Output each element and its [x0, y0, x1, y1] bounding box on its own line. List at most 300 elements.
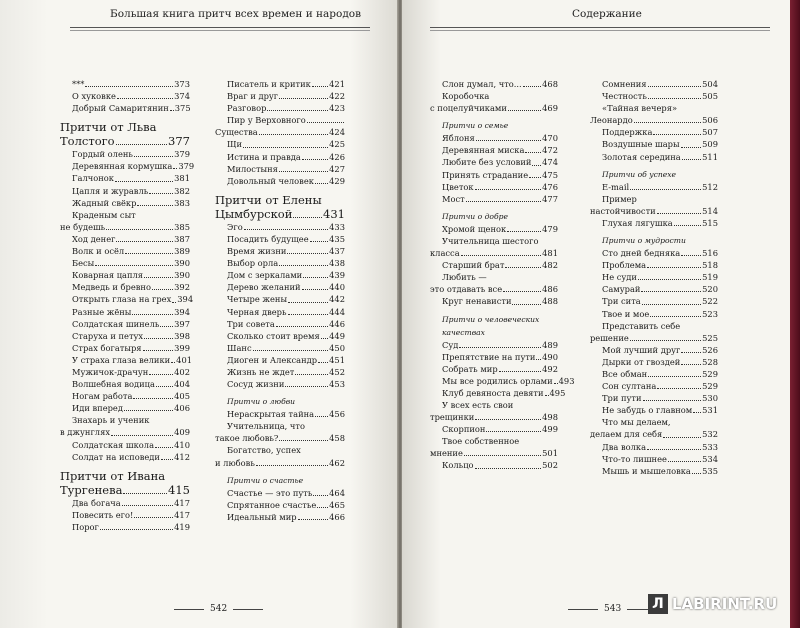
toc-page-number: 523 [702, 308, 718, 319]
toc-page-number: 501 [542, 448, 558, 459]
dot-leader [657, 213, 701, 214]
dot-leader [276, 326, 328, 327]
toc-entry-line [215, 420, 345, 432]
toc-entry [430, 259, 558, 271]
toc-page-number: 462 [329, 457, 345, 468]
toc-entry-title: Собрать мир [442, 363, 498, 374]
toc-entry-title: Золотая середина [602, 151, 681, 162]
dot-leader [503, 291, 541, 292]
toc-entry-title: Старуха и петух [72, 330, 144, 341]
toc-entry-title: Тургенева [60, 482, 123, 497]
toc-entry-title: делаем для себя [590, 429, 663, 440]
toc-entry [590, 368, 718, 380]
toc-entry-title: Медведь и бревно [72, 282, 151, 293]
toc-entry-title: У всех есть свои [442, 399, 514, 410]
toc-entry-title: Солдат на исповеди [72, 451, 160, 462]
toc-entry-title: Цветок [442, 181, 474, 192]
toc-entry [215, 293, 345, 305]
subsection-heading: Притчи о семье [442, 121, 509, 131]
dot-leader [313, 495, 328, 496]
toc-page-number: 423 [329, 103, 345, 114]
dot-leader [279, 98, 328, 99]
toc-entry [430, 375, 575, 387]
toc-page-number: 377 [168, 134, 190, 149]
toc-column-right-1 [430, 78, 575, 472]
toc-entry-title: Иди вперед [72, 403, 123, 414]
toc-entry-title: Идеальный мир [227, 511, 297, 522]
toc-entry [430, 247, 558, 259]
toc-entry [590, 356, 718, 368]
folio-rule [568, 609, 598, 610]
toc-entry-title: О хуковке [72, 91, 116, 102]
toc-entry-title: Солдатская школа [72, 439, 155, 450]
folio-rule [233, 609, 263, 610]
toc-entry-title: Твое собственное [442, 436, 520, 447]
toc-entry [215, 511, 345, 523]
toc-entry [430, 156, 558, 168]
toc-entry [590, 217, 718, 229]
dot-leader [172, 302, 176, 303]
toc-entry-title: Поддержка [602, 127, 653, 138]
toc-page-number: 406 [174, 403, 190, 414]
dot-leader [253, 350, 329, 351]
labirint-watermark [648, 594, 777, 614]
toc-page-number: 412 [174, 451, 190, 462]
toc-page-number: 399 [174, 342, 190, 353]
subsection-heading: Притчи об успехе [602, 169, 677, 179]
toc-entry [430, 295, 558, 307]
toc-entry-title: Сколько стоит время [227, 330, 320, 341]
toc-page-number: 458 [329, 433, 345, 444]
toc-entry-title: Диоген и Александр [227, 354, 318, 365]
toc-page-number: 495 [549, 387, 566, 398]
toc-entry-title: это отдавать все [430, 284, 503, 295]
toc-entry-title: Знахарь и ученик [72, 415, 150, 426]
dot-leader [85, 86, 173, 87]
toc-entry-title: Скорпион [442, 424, 486, 435]
toc-page-number: 417 [174, 497, 190, 508]
toc-entry-line [590, 193, 718, 205]
toc-page-number: 453 [329, 379, 345, 390]
dot-leader [302, 159, 328, 160]
toc-entry-title: Открыть глаза на грех [72, 294, 172, 305]
toc-page-number: 518 [702, 260, 718, 271]
toc-entry [430, 283, 558, 295]
dot-leader [464, 455, 541, 456]
dot-leader [634, 122, 701, 123]
section-heading: Притчи от Льва [60, 120, 157, 135]
toc-entry-title: Самурай [602, 284, 641, 295]
toc-entry-title: Кольцо [442, 460, 474, 471]
toc-entry [215, 163, 345, 175]
toc-page-number: 444 [329, 306, 345, 317]
section-heading: Притчи от Елены [215, 192, 322, 207]
toc-entry [215, 269, 345, 281]
toc-page-number: 385 [174, 221, 190, 232]
dot-leader [554, 383, 558, 384]
toc-page-number: 525 [702, 332, 718, 343]
toc-entry-title: Что-то лишнее [602, 453, 667, 464]
toc-page-number: 456 [329, 409, 345, 420]
toc-entry [590, 308, 718, 320]
toc-page-number: 449 [329, 330, 345, 341]
toc-page-number: 375 [174, 103, 191, 114]
dot-leader [144, 338, 173, 339]
dot-leader [461, 255, 542, 256]
subsection-heading: Притчи о счастье [227, 475, 304, 485]
toc-page-number: 529 [702, 368, 718, 379]
toc-entry [60, 221, 190, 233]
dot-leader [143, 350, 174, 351]
toc-page-number: 512 [702, 181, 718, 192]
toc-entry-title: Эго [227, 221, 243, 232]
toc-entry-title: Твое и мое [602, 308, 650, 319]
toc-entry-title: Ногам работа [72, 391, 133, 402]
dot-leader [125, 253, 173, 254]
toc-entry [430, 144, 558, 156]
toc-entry-title: Три сита [602, 296, 641, 307]
toc-entry [215, 138, 345, 150]
toc-entry [590, 114, 718, 126]
toc-page-number: 401 [176, 354, 193, 365]
toc-entry-title: Глухая лягушка [602, 217, 673, 228]
dot-leader [657, 388, 701, 389]
dot-leader [532, 165, 541, 166]
toc-entry-title: не будешь [60, 221, 106, 232]
toc-entry [60, 318, 190, 330]
dot-leader [122, 505, 173, 506]
toc-entry [215, 318, 345, 330]
dot-leader [287, 253, 328, 254]
toc-entry-title: Разговор [227, 103, 267, 114]
toc-entry [215, 126, 345, 138]
dot-leader [303, 277, 328, 278]
dot-leader [681, 364, 701, 365]
toc-entry-title: Черная дверь [227, 306, 287, 317]
toc-page-number: 437 [329, 246, 345, 257]
toc-page-number: 509 [702, 139, 718, 150]
toc-entry-title: Старший брат [442, 260, 505, 271]
toc-page-number: 468 [542, 79, 558, 89]
toc-entry [590, 344, 718, 356]
toc-page-number: 373 [174, 79, 190, 89]
dot-leader [681, 147, 702, 148]
toc-entry-title: Сомнения [602, 79, 647, 89]
toc-page-number: 394 [174, 306, 190, 317]
toc-entry-title: Учительница, что [227, 421, 305, 432]
dot-leader [486, 431, 541, 432]
toc-entry [430, 363, 558, 375]
labirint-logo-icon: Л [648, 594, 668, 614]
toc-entry [60, 281, 190, 293]
dot-leader [648, 86, 702, 87]
toc-entry [215, 245, 345, 257]
toc-entry-title: Цапля и журавль [72, 185, 149, 196]
toc-entry [590, 78, 718, 90]
dot-leader [144, 277, 173, 278]
dot-leader [459, 347, 541, 348]
toc-entry [590, 138, 718, 150]
toc-entry-title: Коварная цапля [72, 270, 144, 281]
toc-page-number: 465 [329, 499, 345, 510]
dot-leader [630, 340, 701, 341]
toc-entry [215, 90, 345, 102]
toc-entry-line [430, 399, 558, 411]
toc-entry-title: класса [430, 248, 460, 259]
toc-page-number: 479 [542, 223, 558, 234]
toc-page-number: 409 [174, 427, 190, 438]
header-rule [70, 27, 370, 28]
dot-leader [134, 517, 173, 518]
toc-entry [60, 257, 190, 269]
dot-leader [267, 110, 328, 111]
toc-page-number: 522 [702, 296, 718, 307]
dot-leader [106, 229, 173, 230]
toc-entry [215, 233, 345, 245]
toc-entry-title: «Тайная вечеря» [602, 103, 678, 114]
toc-entry-title: Выбор орла [227, 258, 279, 269]
toc-page-number: 535 [702, 465, 718, 476]
toc-entry-line [60, 209, 190, 221]
toc-page-number: 382 [174, 185, 190, 196]
toc-entry-title: Проблема [602, 260, 647, 271]
dot-leader [295, 374, 328, 375]
toc-entry-title: настойчивости [590, 205, 656, 216]
dot-leader [507, 231, 541, 232]
toc-entry [60, 354, 193, 366]
toc-entry [215, 378, 345, 390]
dot-leader [100, 529, 173, 530]
toc-page-number: 474 [542, 157, 558, 168]
toc-entry-title: Добрый Самаритянин [72, 103, 169, 114]
dot-leader [116, 144, 167, 145]
toc-entry [60, 439, 190, 451]
subsection-heading: Притчи о любви [227, 397, 296, 407]
toc-entry [590, 453, 718, 465]
toc-entry-title: Истина и правда [227, 151, 301, 162]
dot-leader [137, 205, 173, 206]
toc-page-number: 493 [558, 375, 575, 386]
dot-leader [692, 473, 701, 474]
toc-page-number: 442 [329, 294, 345, 305]
left-page [0, 0, 398, 628]
watermark-text: LABIRINT.RU [672, 595, 778, 613]
dot-leader [244, 229, 328, 230]
toc-entry-title: Принять страдание [442, 169, 529, 180]
toc-column-right-2 [590, 78, 718, 477]
dot-leader [302, 289, 329, 290]
dot-leader [508, 110, 541, 111]
toc-entry-title: и любовь [215, 457, 255, 468]
toc-page-number: 469 [542, 103, 558, 114]
toc-entry [60, 483, 190, 497]
toc-page-number: 470 [542, 133, 558, 144]
toc-page-number: 514 [702, 205, 718, 216]
toc-entry [590, 126, 718, 138]
dot-leader [279, 171, 328, 172]
dot-leader [160, 326, 173, 327]
toc-entry-title: Яблоня [442, 133, 475, 144]
toc-entry-title: Леонардо [590, 115, 633, 126]
toc-entry [215, 207, 345, 221]
subsection-heading: Притчи о человеческих [442, 314, 540, 324]
dot-leader [641, 291, 701, 292]
toc-entry [60, 197, 190, 209]
toc-entry-title: Круг ненависти [442, 296, 512, 307]
dot-leader [155, 447, 173, 448]
toc-entry-line [590, 102, 718, 114]
toc-page-number: 464 [329, 487, 345, 498]
toc-page-number: 466 [329, 511, 345, 522]
dot-leader [95, 265, 173, 266]
toc-entry [430, 459, 558, 471]
toc-page-number: 398 [174, 330, 190, 341]
toc-page-number: 505 [702, 91, 718, 102]
dot-leader [499, 371, 542, 372]
toc-entry [60, 233, 190, 245]
toc-entry-title: решение [590, 332, 629, 343]
toc-entry [215, 432, 345, 444]
toc-page-number: 451 [329, 354, 345, 365]
toc-entry [430, 423, 558, 435]
section-heading: Притчи от Ивана [60, 468, 166, 483]
dot-leader [279, 440, 328, 441]
dot-leader [475, 189, 542, 190]
toc-page-number: 502 [542, 460, 558, 471]
toc-entry [60, 366, 190, 378]
toc-page-number: 526 [702, 344, 718, 355]
dot-leader [315, 183, 328, 184]
dot-leader [152, 289, 173, 290]
toc-entry-title: Не забудь о главном [602, 405, 693, 416]
toc-page-number: 533 [702, 441, 718, 452]
dot-leader [681, 255, 701, 256]
toc-entry [590, 205, 718, 217]
folio-number: 543 [604, 604, 622, 614]
toc-page-number: 379 [178, 161, 195, 172]
dot-leader [161, 459, 173, 460]
toc-entry-title: Воздушные шары [602, 139, 680, 150]
toc-entry-title: Время жизни [227, 246, 287, 257]
toc-entry [590, 465, 718, 477]
dot-leader [116, 241, 173, 242]
toc-page-number: 490 [542, 351, 558, 362]
toc-entry [60, 185, 190, 197]
toc-entry-line [430, 271, 558, 283]
dot-leader [315, 416, 328, 417]
toc-entry [430, 351, 558, 363]
header-rule-thin [70, 30, 370, 31]
toc-entry-title: Солдатская шинель [72, 318, 160, 329]
toc-page-number: 476 [542, 181, 558, 192]
dot-leader [648, 376, 701, 377]
toc-page-number: 374 [174, 91, 190, 102]
toc-entry-title: Повесить его! [72, 509, 134, 520]
toc-entry [430, 132, 558, 144]
toc-entry [430, 223, 558, 235]
toc-entry-title: Мы все родились орлами [442, 375, 553, 386]
toc-entry-title: Мужичок-драчун [72, 366, 149, 377]
toc-page-number: 431 [323, 206, 345, 221]
toc-entry-title: Счастье — это путь [227, 487, 313, 498]
toc-page-number: 419 [174, 521, 190, 532]
toc-entry [215, 487, 345, 499]
toc-entry-title: Гордый олень [72, 149, 133, 160]
dot-leader [259, 134, 328, 135]
toc-entry-title: Суд [442, 339, 459, 350]
toc-page-number: 390 [174, 258, 190, 269]
toc-page-number: 486 [542, 284, 558, 295]
toc-entry-line [60, 414, 190, 426]
toc-entry [60, 293, 194, 305]
toc-entry-title: Дом с зеркалами [227, 270, 303, 281]
toc-entry [590, 332, 718, 344]
toc-entry-title: Милостыня [227, 163, 278, 174]
dot-leader [466, 201, 541, 202]
toc-page-number: 511 [702, 151, 718, 162]
dot-leader [642, 304, 701, 305]
header-rule [430, 27, 770, 28]
toc-page-number: 489 [542, 339, 558, 350]
subsection-heading: Притчи о добре [442, 211, 508, 221]
toc-entry [215, 366, 345, 378]
dot-leader [156, 386, 173, 387]
dot-leader [256, 465, 328, 466]
dot-leader [298, 519, 329, 520]
dot-leader [630, 189, 701, 190]
toc-page-number: 410 [174, 439, 190, 450]
toc-entry-title: Цымбурской [215, 206, 293, 221]
toc-entry [60, 78, 190, 90]
toc-entry [60, 102, 190, 114]
toc-entry [215, 306, 345, 318]
toc-entry [430, 193, 558, 205]
toc-page-number: 387 [174, 233, 190, 244]
toc-entry [215, 257, 345, 269]
toc-entry-title: Толстого [60, 134, 115, 149]
dot-leader [536, 359, 541, 360]
toc-entry-title: Три пути [602, 393, 642, 404]
dot-leader [134, 156, 173, 157]
toc-entry [590, 283, 718, 295]
toc-entry-title: Четыре жены [227, 294, 288, 305]
toc-entry [60, 451, 190, 463]
toc-page-number: 429 [329, 175, 345, 186]
toc-page-number: 390 [174, 270, 190, 281]
toc-entry [430, 102, 558, 114]
dot-leader [653, 134, 701, 135]
toc-page-number: 481 [542, 248, 558, 259]
toc-page-number: 506 [702, 115, 718, 126]
toc-entry-title: Ход денег [72, 233, 116, 244]
dot-leader [647, 449, 701, 450]
toc-page-number: 492 [542, 363, 558, 374]
toc-entry-title: Враг и друг [227, 91, 279, 102]
toc-entry-title: Сто дней бедняка [602, 248, 681, 259]
toc-entry-title: Деревянная миска [442, 145, 525, 156]
toc-entry-title: Спрятанное счастье [227, 499, 317, 510]
toc-entry-title: Мышь и мышеловка [602, 465, 691, 476]
dot-leader [279, 265, 328, 266]
toc-entry-line [590, 320, 718, 332]
toc-page-number: 426 [329, 151, 345, 162]
dot-leader [123, 493, 167, 494]
toc-entry-title: Учительница шестого [442, 235, 539, 246]
toc-entry [215, 330, 345, 342]
dot-leader [288, 314, 329, 315]
dot-leader [476, 140, 541, 141]
dot-leader [505, 267, 541, 268]
